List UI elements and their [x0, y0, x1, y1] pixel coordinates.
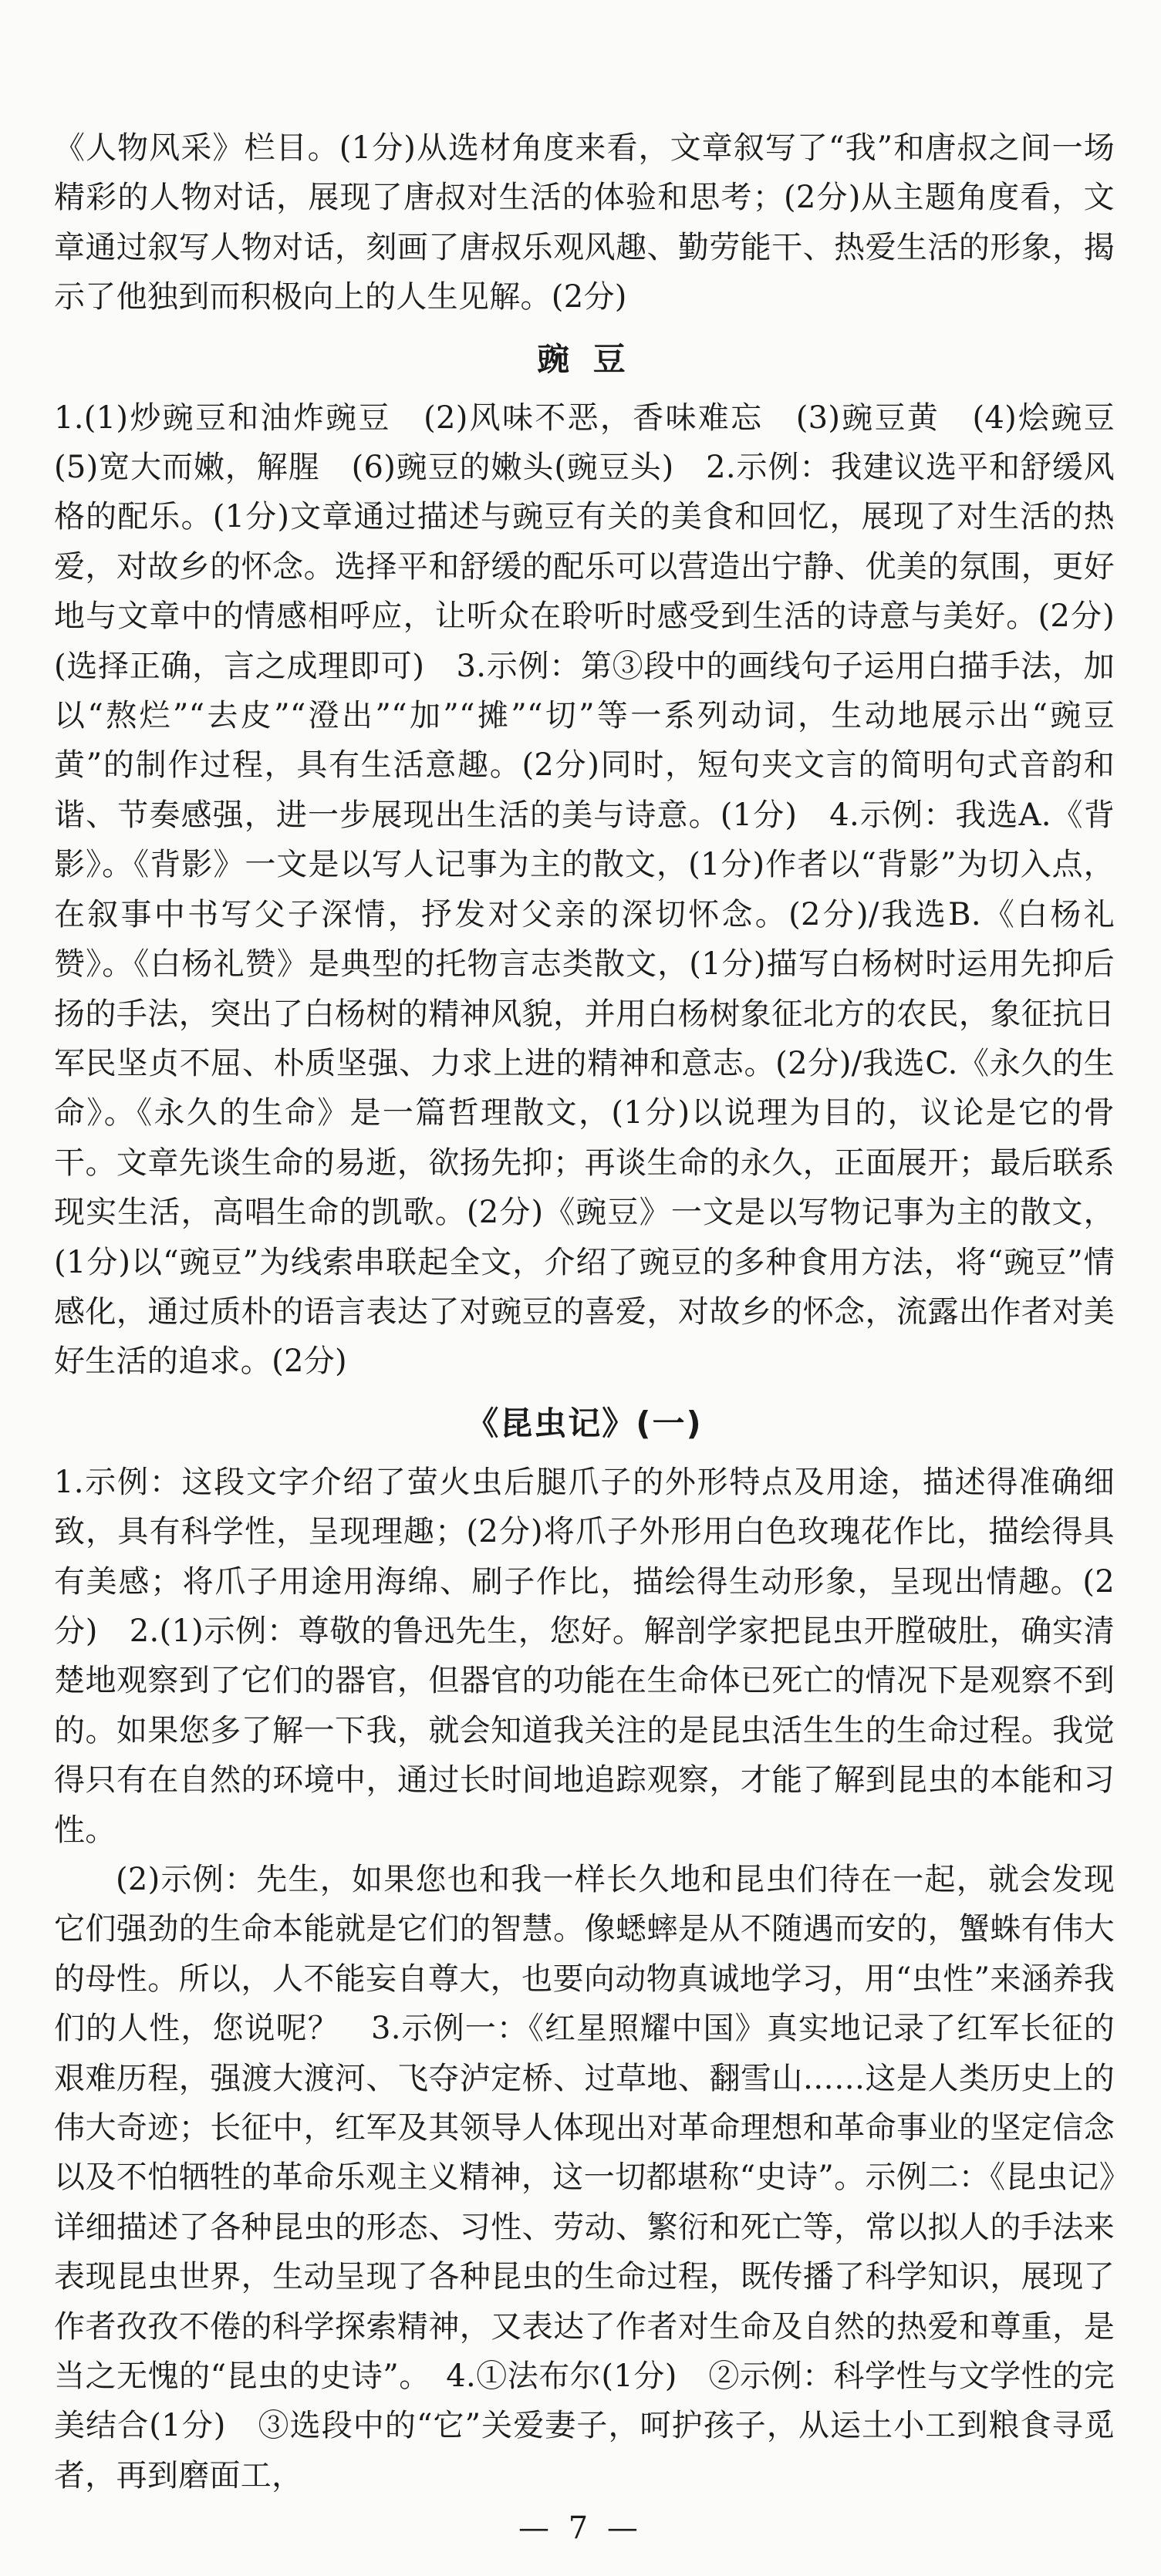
answer-paragraph-kunchongji-1: 1.示例：这段文字介绍了萤火虫后腿爪子的外形特点及用途，描述得准确细致，具有科学性，呈现理趣；(2分)将爪子外形用白色玫瑰花作比，描绘得具有美感；将爪子用途用海绵、刷子作比，描绘得生动形象，呈现出情趣。(2分) 2.(1)示例：尊敬的鲁迅先生，您好。解剖学家把昆虫开膛破肚，确实清楚地观察到了它们的器官，但器官的功能在生命体已死亡的情况下是观察不到的。如果您多了解一下我，就会知道我关注的是昆虫活生生的生命过程。我觉得只有在自然的环境中，通过长时间地追踪观察，才能了解到昆虫的本能和习性。 — [54, 1464, 1115, 1848]
answer-paragraph-wandou: 1.(1)炒豌豆和油炸豌豆 (2)风味不恶，香味难忘 (3)豌豆黄 (4)烩豌豆 (5)宽大而嫩，解腥 (6)豌豆的嫩头(豌豆头) 2.示例：我建议选平和舒缓风格的配乐。(1分)文章通过描述与豌豆有关的美食和回忆，展现了对生活的热爱，对故乡的怀念。选择平和舒缓的配乐可以营造出宁静、优美的氛围，更好地与文章中的情感相呼应，让听众在聆听时感受到生活的诗意与美好。(2分)(选择正确，言之成理即可) 3.示例：第③段中的画线句子运用白描手法，加以“熬烂”“去皮”“澄出”“加”“摊”“切”等一系列动词，生动地展示出“豌豆黄”的制作过程，具有生活意趣。(2分)同时，短句夹文言的简明句式音韵和谐、节奏感强，进一步展现出生活的美与诗意。(1分) 4.示例：我选A.《背影》。《背影》一文是以写人记事为主的散文，(1分)作者以“背影”为切入点，在叙事中书写父子深情，抒发对父亲的深切怀念。(2分)/我选B.《白杨礼赞》。《白杨礼赞》是典型的托物言志类散文，(1分)描写白杨树时运用先抑后扬的手法，突出了白杨树的精神风貌，并用白杨树象征北方的农民，象征抗日军民坚贞不屈、朴质坚强、力求上进的精神和意志。(2分)/我选C.《永久的生命》。《永久的生命》是一篇哲理散文，(1分)以说理为目的，议论是它的骨干。文章先谈生命的易逝，欲扬先抑；再谈生命的永久，正面展开；最后联系现实生活，高唱生命的凯歌。(2分)《豌豆》一文是以写物记事为主的散文，(1分)以“豌豆”为线索串联起全文，介绍了豌豆的多种食用方法，将“豌豆”情感化，通过质朴的语言表达了对豌豆的喜爱，对故乡的怀念，流露出作者对美好生活的追求。(2分) — [54, 400, 1146, 1380]
section-title-wandou: 豌 豆 — [537, 339, 632, 378]
page-number: — 7 — — [518, 2510, 643, 2546]
section-title-kunchongji: 《昆虫记》(一) — [466, 1404, 703, 1442]
answer-paragraph-renwu: 《人物风采》栏目。(1分)从选材角度来看，文章叙写了“我”和唐叔之间一场精彩的人物对话，展现了唐叔对生活的体验和思考；(2分)从主题角度看，文章通过叙写人物对话，刻画了唐叔乐观风趣、勤劳能干、热爱生活的形象，揭示了他独到而积极向上的人生见解。(2分) — [54, 130, 1115, 315]
answer-paragraph-kunchongji-2: (2)示例：先生，如果您也和我一样长久地和昆虫们待在一起，就会发现它们强劲的生命本能就是它们的智慧。像蟋蟀是从不随遇而安的，蟹蛛有伟大的母性。所以，人不能妄自尊大，也要向动物真诚地学习，用“虫性”来涵养我们的人性，您说呢？ 3.示例一：《红星照耀中国》真实地记录了红军长征的艰难历程，强渡大渡河、飞夺泸定桥、过草地、翻雪山……这是人类历史上的伟大奇迹；长征中，红军及其领导人体现出对革命理想和革命事业的坚定信念以及不怕牺牲的革命乐观主义精神，这一切都堪称“史诗”。示例二：《昆虫记》详细描述了各种昆虫的形态、习性、劳动、繁衍和死亡等，常以拟人的手法来表现昆虫世界，生动呈现了各种昆虫的生命过程，既传播了科学知识，展现了作者孜孜不倦的科学探索精神，又表达了作者对生命及自然的热爱和尊重，是当之无愧的“昆虫的史诗”。 4.①法布尔(1分) ②示例：科学性与文学性的完美结合(1分) ③选段中的“它”关爱妻子，呵护孩子，从运土小工到粮食寻觅者，再到磨面工， — [54, 1862, 1115, 2493]
